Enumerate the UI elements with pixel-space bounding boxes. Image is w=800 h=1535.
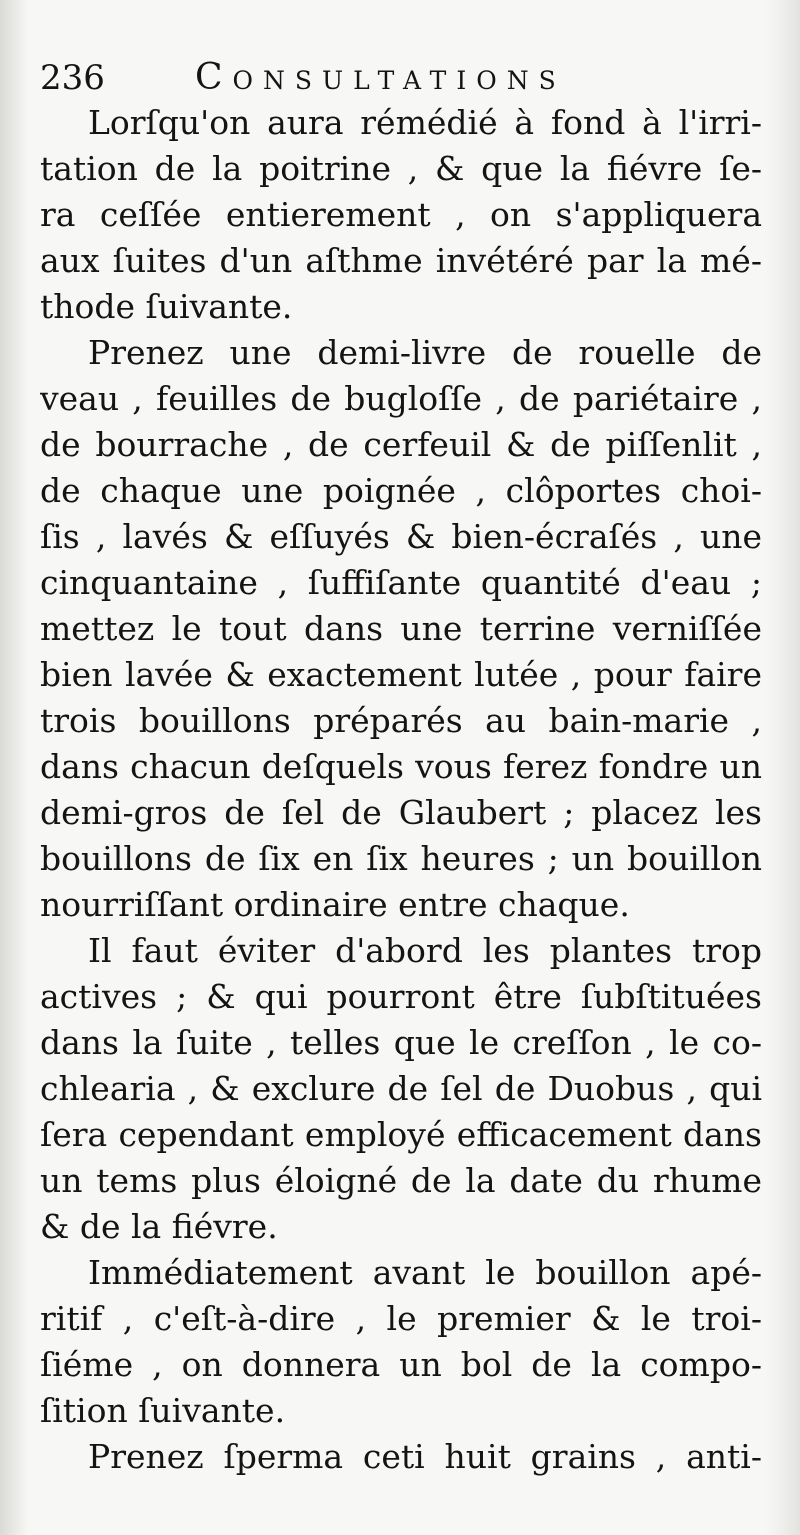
text-line: ra ceſſée entierement , on s'appliquera bbox=[40, 195, 762, 234]
page-number: 236 bbox=[40, 58, 105, 98]
text-line: bouillons de ſix en ſix heures ; un bouillon bbox=[40, 839, 762, 878]
text-line: actives ; & qui pourront être ſubſtituées bbox=[40, 977, 762, 1016]
text-line: veau , feuilles de bugloſſe , de pariétaire , bbox=[40, 379, 762, 418]
text-line: thode ſuivante. bbox=[40, 287, 293, 326]
text-line: dans la ſuite , telles que le creſſon , le co- bbox=[40, 1023, 762, 1062]
text-line: trois bouillons préparés au bain-marie , bbox=[40, 701, 762, 740]
text-line: ſera cependant employé efficacement dans bbox=[40, 1115, 762, 1154]
text-line: cinquantaine , ſuffiſante quantité d'eau ; bbox=[40, 563, 762, 602]
text-line: Lorſqu'on aura rémédié à fond à l'irri- bbox=[88, 103, 762, 142]
text-line: un tems plus éloigné de la date du rhume bbox=[40, 1161, 762, 1200]
body-text bbox=[40, 100, 762, 1480]
text-line: Prenez une demi-livre de rouelle de bbox=[88, 333, 762, 372]
text-line: de chaque une poignée , clôportes choi- bbox=[40, 471, 762, 510]
text-line: ſis , lavés & eſſuyés & bien-écraſés , une bbox=[40, 517, 762, 556]
text-line: dans chacun deſquels vous ferez fondre un bbox=[40, 747, 762, 786]
text-line: Prenez ſperma ceti huit grains , anti- bbox=[88, 1437, 762, 1476]
text-line: ſiéme , on donnera un bol de la compo- bbox=[40, 1345, 762, 1384]
text-line: ritif , c'eſt-à-dire , le premier & le troi- bbox=[40, 1299, 762, 1338]
text-line: aux ſuites d'un aſthme invétéré par la mé- bbox=[40, 241, 762, 280]
text-line: bien lavée & exactement lutée , pour faire bbox=[40, 655, 762, 694]
page-edge bbox=[766, 0, 800, 1535]
text-line: de bourrache , de cerfeuil & de piſſenlit , bbox=[40, 425, 762, 464]
text-line: Immédiatement avant le bouillon apé- bbox=[88, 1253, 762, 1292]
text-line: & de la fiévre. bbox=[40, 1207, 278, 1246]
gutter-shadow bbox=[0, 0, 28, 1535]
text-line: tation de la poitrine , & que la fiévre ſe- bbox=[40, 149, 762, 188]
running-header bbox=[40, 55, 740, 101]
text-line: ſition ſuivante. bbox=[40, 1391, 286, 1430]
text-line: nourriſſant ordinaire entre chaque. bbox=[40, 885, 630, 924]
running-title: Consultations bbox=[195, 57, 566, 98]
text-line: Il faut éviter d'abord les plantes trop bbox=[88, 931, 762, 970]
text-line: demi-gros de ſel de Glaubert ; placez les bbox=[40, 793, 762, 832]
text-line: mettez le tout dans une terrine verniſſée bbox=[40, 609, 762, 648]
text-line: chlearia , & exclure de ſel de Duobus , qui bbox=[40, 1069, 762, 1108]
